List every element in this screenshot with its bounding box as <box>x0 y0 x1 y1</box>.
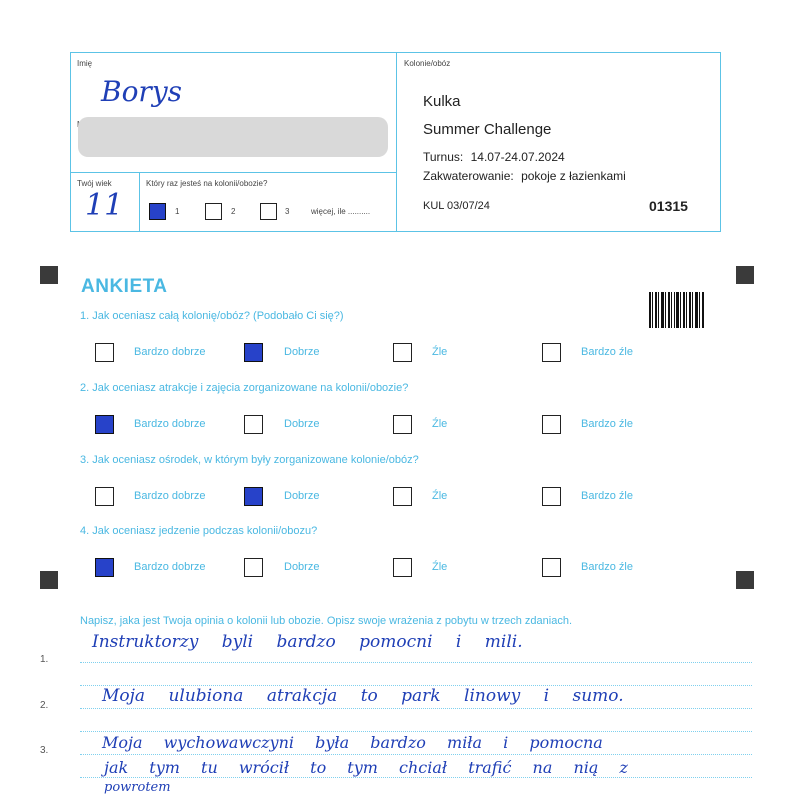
times-checkbox-2[interactable] <box>205 203 222 220</box>
camp-code: KUL 03/07/24 <box>423 200 490 212</box>
camp-label: Kolonie/obóz <box>404 59 451 68</box>
question-1-checkbox-1[interactable] <box>95 343 114 362</box>
opinion-prompt: Napisz, jaka jest Twoja opinia o kolonii lub obozie. Opisz swoje wrażenia z pobytu w trzech zdaniach. <box>80 615 572 627</box>
camp-program: Summer Challenge <box>423 121 552 138</box>
handwritten-line-3[interactable]: Moja wychowawczyni była bardzo miła i pomocna <box>102 733 603 752</box>
age-label: Twój wiek <box>77 179 112 188</box>
question-3-option-label-4: Bardzo źle <box>581 490 633 502</box>
question-3-checkbox-1[interactable] <box>95 487 114 506</box>
form-number: 01315 <box>649 198 688 214</box>
question-4-checkbox-2[interactable] <box>244 558 263 577</box>
redacted-surname <box>78 117 388 157</box>
question-2-checkbox-3[interactable] <box>393 415 412 434</box>
question-3-text: 3. Jak oceniasz ośrodek, w którym były zorganizowane kolonie/obóz? <box>80 454 419 466</box>
line-number-2: 2. <box>40 700 49 711</box>
name-label: Imię <box>77 59 93 68</box>
age-value[interactable]: 11 <box>85 188 124 223</box>
question-3-option-label-1: Bardzo dobrze <box>134 490 206 502</box>
accommodation-row <box>423 169 626 183</box>
line-number-3: 3. <box>40 745 49 756</box>
question-4-option-label-2: Dobrze <box>284 561 320 573</box>
question-2-option-label-2: Dobrze <box>284 418 320 430</box>
answer-line-2 <box>80 708 752 709</box>
question-3-checkbox-3[interactable] <box>393 487 412 506</box>
question-3-option-label-3: Źle <box>432 490 448 502</box>
survey-title: ANKIETA <box>81 276 168 297</box>
turnus-row <box>423 150 565 164</box>
question-4-option-label-1: Bardzo dobrze <box>134 561 206 573</box>
times-option-1: 1 <box>175 207 180 216</box>
turnus-value: 14.07-24.07.2024 <box>470 150 565 164</box>
times-option-2: 2 <box>231 207 236 216</box>
question-1-text: 1. Jak oceniasz całą kolonię/obóz? (Podobało Ci się?) <box>80 310 344 322</box>
times-option-3: 3 <box>285 207 290 216</box>
registration-marker-bottom-left <box>40 571 58 589</box>
accommodation-value: pokoje z łazienkami <box>521 169 626 183</box>
handwritten-line-1[interactable]: Instruktorzy byli bardzo pomocni i mili. <box>92 632 523 652</box>
question-3-checkbox-4[interactable] <box>542 487 561 506</box>
handwritten-line-4[interactable]: jak tym tu wrócił to tym chciał trafić na nią z <box>104 758 628 777</box>
times-label: Który raz jesteś na kolonii/obozie? <box>146 179 268 188</box>
question-1-option-label-2: Dobrze <box>284 346 320 358</box>
question-2-checkbox-1[interactable] <box>95 415 114 434</box>
handwritten-line-5[interactable]: powrotem <box>104 780 171 795</box>
times-checkbox-1[interactable] <box>149 203 166 220</box>
line-number-1: 1. <box>40 654 49 665</box>
question-2-text: 2. Jak oceniasz atrakcje i zajęcia zorganizowane na kolonii/obozie? <box>80 382 409 394</box>
registration-marker-bottom-right <box>736 571 754 589</box>
camp-name: Kulka <box>423 93 461 110</box>
answer-line-3 <box>80 754 752 755</box>
question-1-checkbox-2[interactable] <box>244 343 263 362</box>
accommodation-label: Zakwaterowanie: <box>423 169 514 183</box>
name-value[interactable]: Borys <box>101 75 183 108</box>
question-4-option-label-4: Bardzo źle <box>581 561 633 573</box>
question-4-option-label-3: Źle <box>432 561 448 573</box>
question-1-checkbox-4[interactable] <box>542 343 561 362</box>
question-4-checkbox-1[interactable] <box>95 558 114 577</box>
times-more: więcej, ile .......... <box>311 207 371 216</box>
answer-line-1 <box>80 662 752 663</box>
turnus-label: Turnus: <box>423 150 464 164</box>
handwritten-line-2[interactable]: Moja ulubiona atrakcja to park linowy i sumo. <box>102 686 624 706</box>
question-2-checkbox-2[interactable] <box>244 415 263 434</box>
question-4-text: 4. Jak oceniasz jedzenie podczas kolonii/obozu? <box>80 525 318 537</box>
barcode-icon <box>649 292 705 328</box>
question-3-option-label-2: Dobrze <box>284 490 320 502</box>
registration-marker-top-right <box>736 266 754 284</box>
answer-line-3b <box>80 777 752 778</box>
question-2-option-label-3: Źle <box>432 418 448 430</box>
question-2-checkbox-4[interactable] <box>542 415 561 434</box>
question-3-checkbox-2[interactable] <box>244 487 263 506</box>
question-2-option-label-1: Bardzo dobrze <box>134 418 206 430</box>
times-checkbox-3[interactable] <box>260 203 277 220</box>
question-1-checkbox-3[interactable] <box>393 343 412 362</box>
question-1-option-label-1: Bardzo dobrze <box>134 346 206 358</box>
registration-marker-top-left <box>40 266 58 284</box>
question-4-checkbox-4[interactable] <box>542 558 561 577</box>
question-2-option-label-4: Bardzo źle <box>581 418 633 430</box>
question-1-option-label-4: Bardzo źle <box>581 346 633 358</box>
question-4-checkbox-3[interactable] <box>393 558 412 577</box>
answer-line-2b <box>80 731 752 732</box>
question-1-option-label-3: Źle <box>432 346 448 358</box>
